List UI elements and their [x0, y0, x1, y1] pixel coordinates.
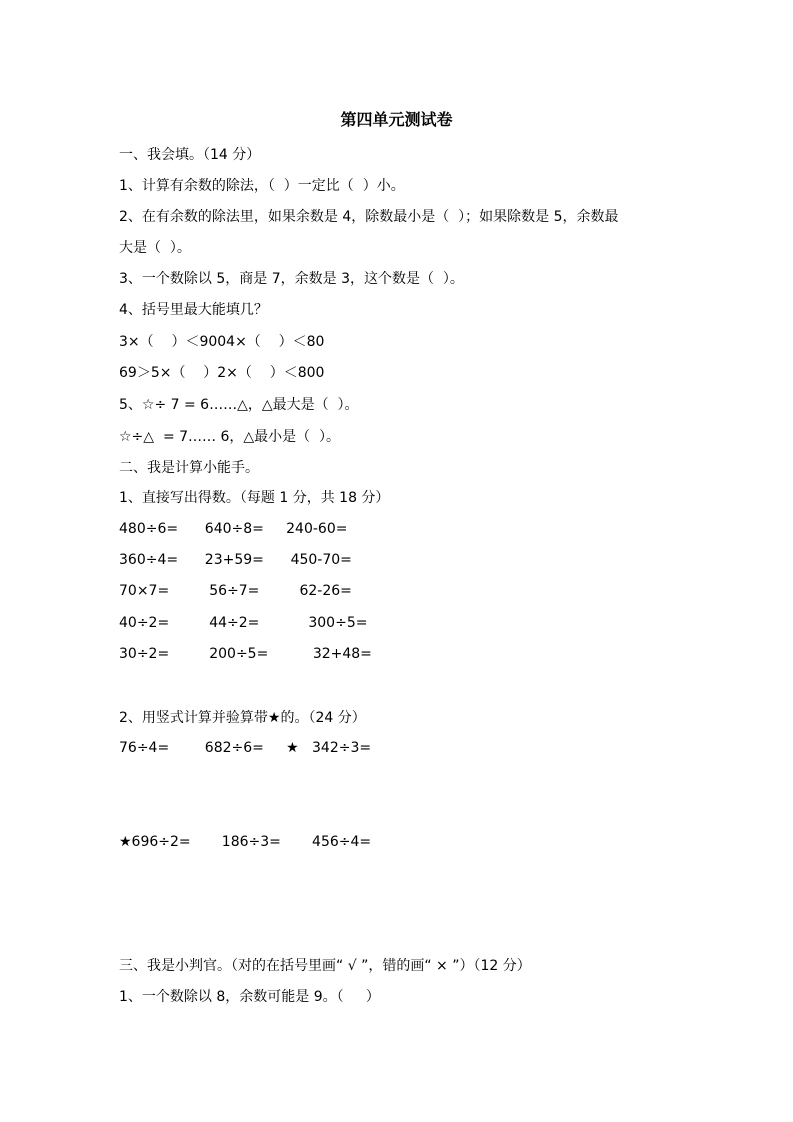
section-3-heading: 三、我是小判官。（对的在括号里画“ √ ”，错的画“ × ”）（12 分） — [119, 958, 531, 974]
question-1-4-line-b: 69＞5×（ ）2×（ ）＜800 — [119, 365, 325, 381]
section-2-heading: 二、我是计算小能手。 — [119, 460, 259, 476]
calc-row-4: 40÷2= 44÷2= 300÷5= — [119, 615, 368, 631]
section-1-heading: 一、我会填。（14 分） — [119, 147, 261, 163]
page-title: 第四单元测试卷 — [340, 110, 453, 129]
question-1-2-cont: 大是（ ）。 — [119, 240, 191, 256]
calc-row-3: 70×7= 56÷7= 62-26= — [119, 583, 352, 599]
question-1-4-line-a: 3×（ ）＜9004×（ ）＜80 — [119, 334, 325, 350]
calc-row-2: 360÷4= 23+59= 450-70= — [119, 552, 352, 568]
vertical-calc-row-2: ★696÷2= 186÷3= 456÷4= — [119, 834, 372, 850]
question-2-1: 1、直接写出得数。（每题 1 分，共 18 分） — [119, 490, 390, 506]
calc-row-5: 30÷2= 200÷5= 32+48= — [119, 646, 372, 662]
question-1-1: 1、计算有余数的除法，（ ）一定比（ ）小。 — [119, 178, 405, 194]
vertical-calc-row-1: 76÷4= 682÷6= ★ 342÷3= — [119, 740, 372, 756]
question-1-4: 4、括号里最大能填几？ — [119, 302, 268, 318]
calc-row-1: 480÷6= 640÷8= 240-60= — [119, 521, 348, 537]
question-1-5: 5、☆÷ 7 = 6……△，△最大是（ ）。 — [119, 397, 359, 413]
question-1-5-cont: ☆÷△ = 7…… 6，△最小是（ ）。 — [119, 429, 341, 445]
question-1-2: 2、在有余数的除法里，如果余数是 4，除数最小是（ ）；如果除数是 5，余数最 — [119, 209, 619, 225]
question-3-1: 1、一个数除以 8，余数可能是 9。（ ） — [119, 989, 380, 1005]
question-1-3: 3、一个数除以 5，商是 7，余数是 3，这个数是（ ）。 — [119, 271, 464, 287]
question-2-2: 2、用竖式计算并验算带★的。（24 分） — [119, 710, 366, 726]
